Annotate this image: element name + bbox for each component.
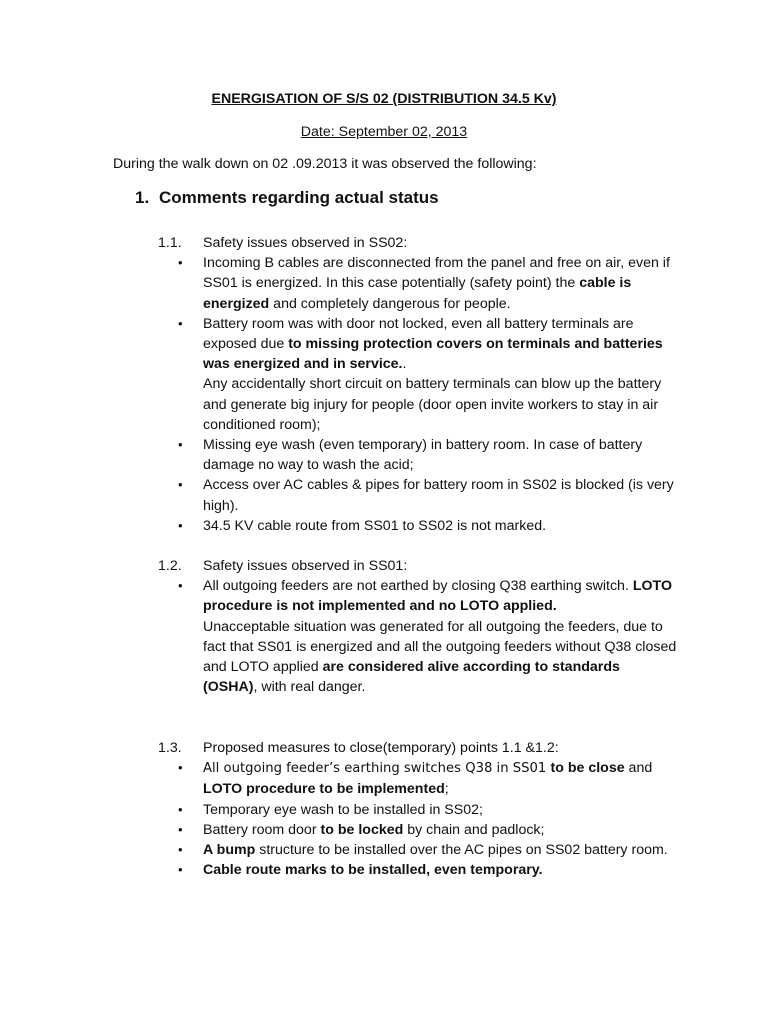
item-text: All outgoing feeder’s earthing switches Q38 in SS01 <box>203 761 551 777</box>
subsection-number: 1.2. <box>158 558 182 574</box>
item-emphasis: LOTO procedure is not implemented and no LOTO applied. <box>203 578 672 615</box>
subsection-number: 1.3. <box>158 740 182 756</box>
item-text: structure to be installed over the AC pipes on SS02 battery room. <box>255 842 668 858</box>
section-heading-text: Comments regarding actual status <box>159 188 439 207</box>
item-text: Battery room was with door not locked, even all battery terminals are exposed due <box>203 315 634 352</box>
item-emphasis: LOTO procedure to be implemented <box>203 781 445 798</box>
item-text: All outgoing feeders are not earthed by closing Q38 earthing switch. <box>203 578 633 595</box>
subsection-title <box>158 738 678 758</box>
section-heading <box>135 187 439 209</box>
subsection-title <box>158 556 678 576</box>
subsection-title-text: Proposed measures to close(temporary) points 1.1 &1.2: <box>203 740 559 756</box>
list-item: • Temporary eye wash to be installed in SS02; <box>158 800 678 820</box>
list-item <box>158 314 678 435</box>
item-emphasis: to missing protection covers on terminals and batteries was energized and in service. <box>203 336 663 373</box>
list-item: • Access over AC cables & pipes for battery room in SS02 is blocked (is very high). <box>158 475 678 515</box>
list-item <box>158 253 678 314</box>
bullet-list <box>158 758 678 880</box>
item-text: Incoming B cables are disconnected from the panel and free on air, even if SS01 is energized. In this case potentially (safety point) the <box>203 255 670 292</box>
subsection-1-3 <box>158 738 678 880</box>
list-item: • 34.5 KV cable route from SS01 to SS02 is not marked. <box>158 516 678 536</box>
item-text: Battery room door <box>203 821 321 838</box>
list-item <box>158 840 678 860</box>
list-item <box>158 758 678 799</box>
item-text: . <box>402 356 407 373</box>
section-heading-number: 1. <box>135 188 150 207</box>
item-emphasis: cable is energized <box>203 275 632 312</box>
subsection-number: 1.1. <box>158 235 182 251</box>
subsection-1-1 <box>158 233 678 536</box>
list-item: • Missing eye wash (even temporary) in battery room. In case of battery damage no way to wash the acid; <box>158 435 678 475</box>
document-title: ENERGISATION OF S/S 02 (DISTRIBUTION 34.5 Kv) <box>211 91 557 107</box>
item-emphasis: to be locked <box>320 821 404 838</box>
list-item <box>158 860 678 880</box>
item-emphasis: Cable route marks to be installed, even temporary. <box>203 862 543 879</box>
intro-paragraph: During the walk down on 02 .09.2013 it was observed the following: <box>113 156 537 172</box>
item-text: Unacceptable situation was generated for all outgoing the feeders, due to fact that SS01 is energized and all the outgoing feeders without Q38 closed and LOTO applied <box>203 618 677 675</box>
item-emphasis: to be close <box>550 760 625 777</box>
item-continuation <box>203 617 678 698</box>
subsection-title <box>158 233 678 253</box>
bullet-list <box>158 253 678 536</box>
item-text: ; <box>444 781 449 798</box>
bullet-list <box>158 576 678 697</box>
item-emphasis: are considered alive according to standards (OSHA) <box>203 659 620 696</box>
list-item <box>158 576 678 697</box>
item-text: and <box>624 760 653 777</box>
item-text: by chain and padlock; <box>403 821 545 838</box>
subsection-title-text: Safety issues observed in SS01: <box>203 558 408 574</box>
item-text: , with real danger. <box>253 679 366 696</box>
subsection-title-text: Safety issues observed in SS02: <box>203 235 408 251</box>
item-continuation: Any accidentally short circuit on battery terminals can blow up the battery and generate big injury for people (door open invite workers to stay in air conditioned room); <box>203 376 662 433</box>
list-item <box>158 820 678 840</box>
document-date: Date: September 02, 2013 <box>300 124 468 140</box>
item-emphasis: A bump <box>203 842 256 858</box>
subsection-1-2 <box>158 556 678 697</box>
item-text: and completely dangerous for people. <box>269 295 511 312</box>
